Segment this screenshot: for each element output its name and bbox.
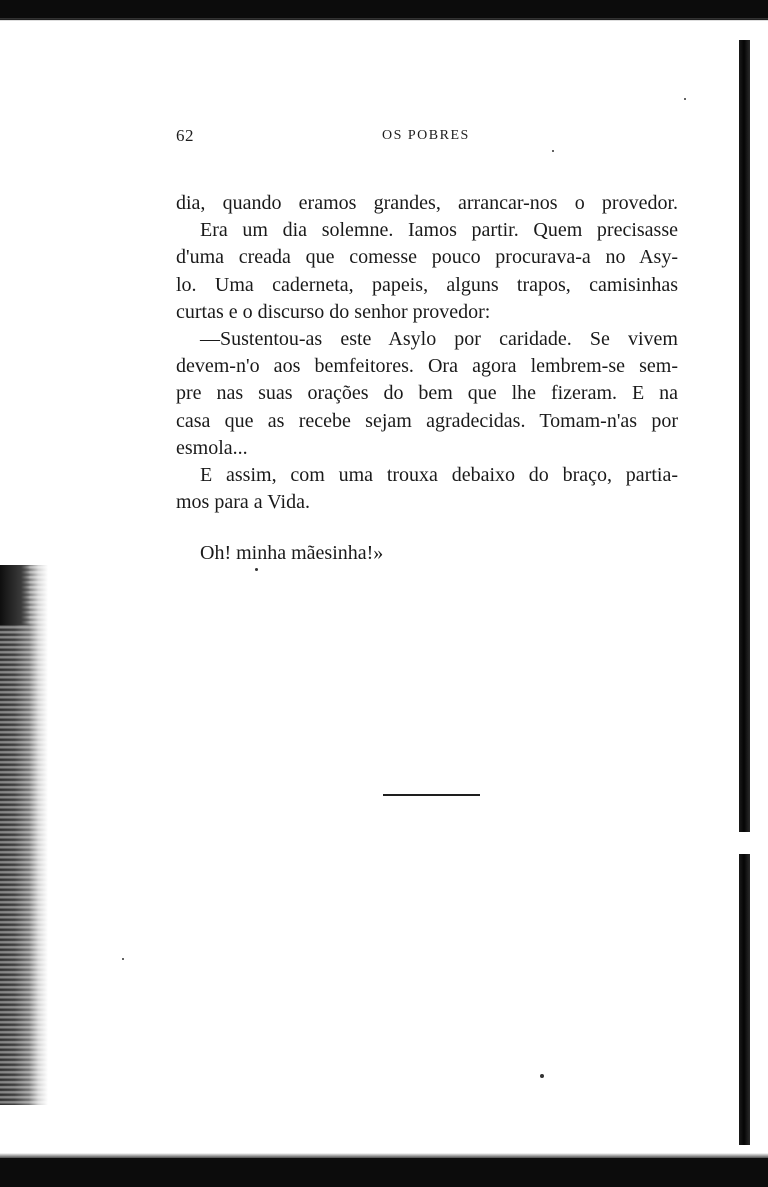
- scan-speck: [552, 150, 554, 152]
- scan-shadow-left-dark: [0, 565, 30, 625]
- scan-speck: [255, 568, 258, 571]
- scan-shadow-left: [0, 565, 48, 1105]
- text-line: d'uma creada que comesse pouco procurava-a no Asy-: [176, 246, 678, 269]
- text-line: dia, quando eramos grandes, arrancar-nos o provedor.: [176, 192, 678, 214]
- closing-line: Oh! minha mãesinha!»: [200, 542, 384, 565]
- text-line: lo. Uma caderneta, papeis, alguns trapos, camisinhas: [176, 273, 678, 296]
- closing-rule: [383, 794, 480, 796]
- running-head: OS POBRES: [382, 128, 470, 143]
- text-line: pre nas suas orações do bem que lhe fizeram. E na: [176, 382, 678, 405]
- text-line: mos para a Vida.: [176, 491, 310, 514]
- scan-border-top: [0, 0, 768, 20]
- page-number: 62: [176, 126, 194, 145]
- scan-speck: [122, 958, 124, 960]
- scan-speck: [540, 1074, 544, 1078]
- scan-border-bottom: [0, 1158, 768, 1187]
- scan-border-right: [739, 40, 750, 1145]
- paragraph-gap: [176, 516, 678, 540]
- text-line: esmola...: [176, 436, 248, 459]
- text-line: —Sustentou-as este Asylo por caridade. Se vivem: [200, 327, 678, 350]
- body-text: [176, 190, 678, 567]
- text-line: Era um dia solemne. Iamos partir. Quem precisasse: [200, 219, 678, 242]
- text-line: devem-n'o aos bemfeitores. Ora agora lembrem-se sem-: [176, 355, 678, 378]
- scan-speck: [684, 98, 686, 100]
- scan-border-right-gap: [737, 832, 752, 854]
- text-line: curtas e o discurso do senhor provedor:: [176, 300, 491, 323]
- text-line: casa que as recebe sejam agradecidas. Tomam-n'as por: [176, 409, 678, 432]
- text-line: E assim, com uma trouxa debaixo do braço, partia-: [200, 463, 678, 486]
- scan-shadow-top: [0, 18, 768, 21]
